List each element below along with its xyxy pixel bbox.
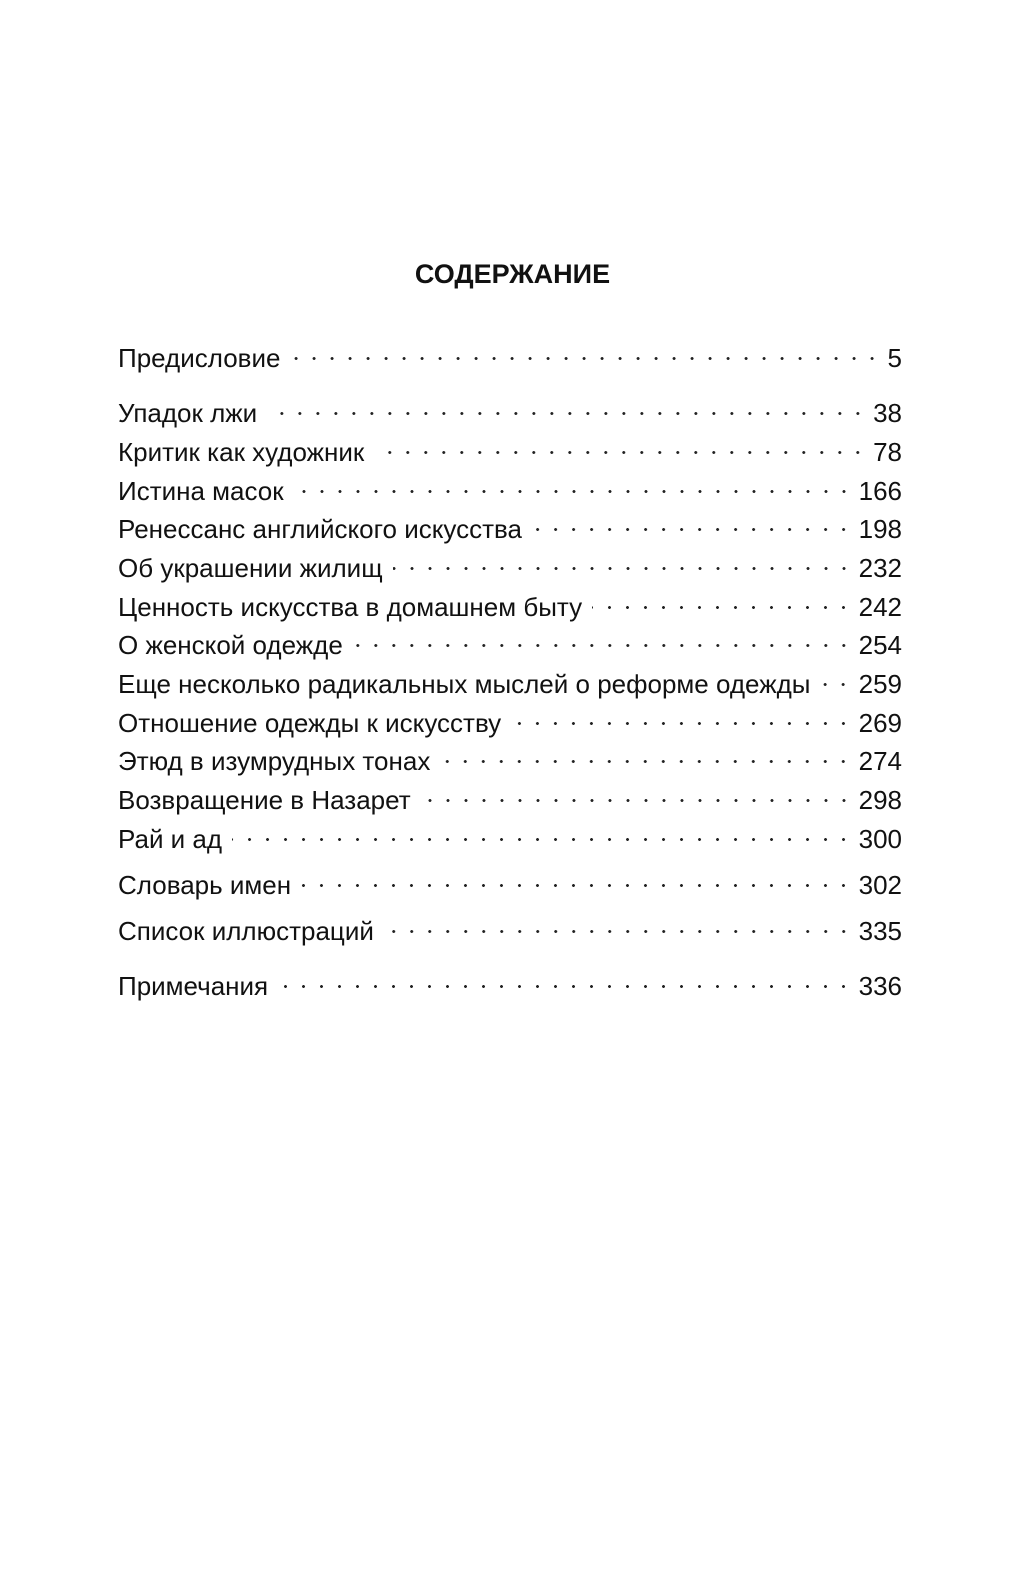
toc-entry — [118, 331, 902, 373]
dot-leader — [349, 618, 857, 654]
toc-entry-title: Этюд в изумрудных тонах — [118, 746, 431, 776]
dot-leader — [274, 959, 857, 995]
toc-entry-title: Словарь имен — [118, 870, 292, 900]
toc-entry-page: 298 — [858, 785, 902, 815]
toc-entry — [118, 904, 902, 946]
dot-leader — [436, 734, 856, 770]
dot-leader — [389, 541, 857, 577]
toc-entry-title: Истина масок — [118, 476, 284, 506]
toc-entry-title: Предисловие — [118, 343, 281, 373]
toc-entry — [118, 959, 902, 1001]
dot-leader — [417, 773, 857, 809]
toc-entry-title: О женской одежде — [118, 630, 343, 660]
dot-leader — [370, 425, 871, 461]
toc-entry-page: 5 — [887, 343, 902, 373]
toc-entry-title: Об украшении жилищ — [118, 553, 383, 583]
toc-entry — [118, 425, 902, 467]
toc-entry — [118, 541, 902, 583]
toc-entry — [118, 464, 902, 506]
toc-entry-page: 259 — [858, 669, 902, 699]
dot-leader — [228, 812, 857, 848]
dot-leader — [263, 386, 871, 422]
dot-leader — [816, 657, 856, 693]
toc-entry — [118, 734, 902, 776]
toc-entry-title: Рай и ад — [118, 824, 223, 854]
dot-leader — [528, 502, 857, 538]
toc-entry-page: 78 — [873, 437, 902, 467]
toc-entry — [118, 696, 902, 738]
dot-leader — [297, 858, 856, 894]
toc-entry-page: 336 — [858, 971, 902, 1001]
toc-entry — [118, 657, 902, 699]
toc-entry-title: Ренессанс английского искусства — [118, 514, 522, 544]
toc-entry — [118, 386, 902, 428]
toc-entry-title: Отношение одежды к искусству — [118, 708, 502, 738]
toc-entry-page: 242 — [858, 592, 902, 622]
dot-leader — [507, 696, 856, 732]
toc-entry — [118, 580, 902, 622]
toc-entry-page: 302 — [858, 870, 902, 900]
toc-entry — [118, 502, 902, 544]
toc-entry-title: Ценность искусства в домашнем быту — [118, 592, 583, 622]
toc-entry-title: Возвращение в Назарет — [118, 785, 411, 815]
toc-entry-page: 254 — [858, 630, 902, 660]
dot-leader — [380, 904, 857, 940]
toc-entry-page: 232 — [858, 553, 902, 583]
toc-entry — [118, 812, 902, 854]
toc-entry-title: Примечания — [118, 971, 269, 1001]
toc-entry-page: 300 — [858, 824, 902, 854]
toc-entry-page: 269 — [858, 708, 902, 738]
dot-leader — [290, 464, 857, 500]
toc-entry-title: Еще несколько радикальных мыслей о реформе одежды — [118, 669, 811, 699]
toc-entry — [118, 858, 902, 900]
toc-entry-page: 38 — [873, 398, 902, 428]
dot-leader — [588, 580, 856, 616]
toc-entry-page: 198 — [858, 514, 902, 544]
dot-leader — [286, 331, 885, 367]
toc-entry — [118, 618, 902, 660]
toc-entry-title: Упадок лжи — [118, 398, 258, 428]
toc-entry-page: 335 — [858, 916, 902, 946]
toc-entry-page: 274 — [858, 746, 902, 776]
toc-entry — [118, 773, 902, 815]
toc-entry-page: 166 — [858, 476, 902, 506]
toc-title: СОДЕРЖАНИЕ — [414, 259, 611, 289]
toc-entry-title: Критик как художник — [118, 437, 365, 467]
toc-entry-title: Список иллюстраций — [118, 916, 374, 946]
